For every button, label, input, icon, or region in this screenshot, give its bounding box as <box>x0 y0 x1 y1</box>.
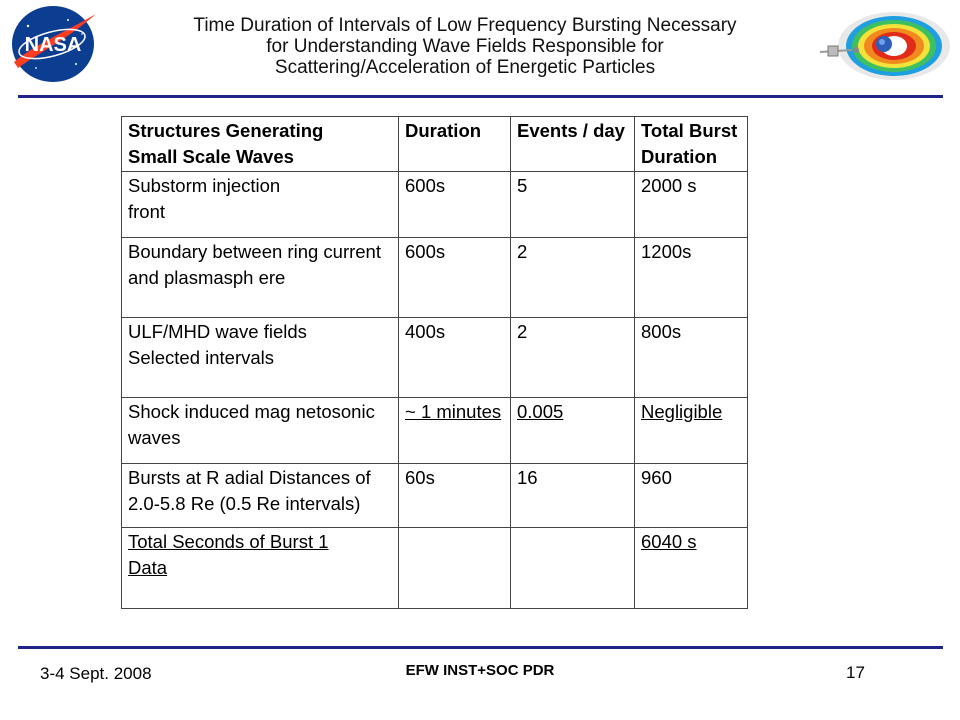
table-cell: Negligible <box>635 398 748 464</box>
column-header-events-per-day: Events / day <box>511 117 635 172</box>
table-row <box>122 318 748 398</box>
table-cell: 6040 s <box>635 528 748 609</box>
table-cell: 5 <box>511 172 635 238</box>
table-cell: ~ 1 minutes <box>399 398 511 464</box>
table-cell: 2 <box>511 238 635 318</box>
table-cell: 400s <box>399 318 511 398</box>
table-row <box>122 238 748 318</box>
table-cell: 60s <box>399 464 511 528</box>
table-cell: 960 <box>635 464 748 528</box>
table-row <box>122 528 748 609</box>
page-title <box>140 15 790 78</box>
table-cell: 600s <box>399 172 511 238</box>
page-number: 17 <box>846 663 865 682</box>
table-cell: 2 <box>511 318 635 398</box>
column-header-structures: Structures Generating Small Scale Waves <box>122 117 399 172</box>
footer-event-name: EFW INST+SOC PDR <box>405 662 555 679</box>
table-row <box>122 172 748 238</box>
table-cell: 600s <box>399 238 511 318</box>
table-cell: Boundary between ring current and plasmasph ere <box>122 238 399 318</box>
radiation-belt-emblem <box>812 6 952 84</box>
table-cell: 1200s <box>635 238 748 318</box>
title-line-3: Scattering/Acceleration of Energetic Particles <box>274 57 656 78</box>
table-cell <box>399 528 511 609</box>
table-row <box>122 464 748 528</box>
table-cell: ULF/MHD wave fields Selected intervals <box>122 318 399 398</box>
footer-divider <box>18 646 943 649</box>
table-row <box>122 398 748 464</box>
column-header-total-burst-duration: Total Burst Duration <box>635 117 748 172</box>
table-cell: 16 <box>511 464 635 528</box>
table-cell: Bursts at R adial Distances of 2.0-5.8 Re (0.5 Re intervals) <box>122 464 399 528</box>
header-divider <box>18 95 943 98</box>
table-cell: Shock induced mag netosonic waves <box>122 398 399 464</box>
table-cell: 800s <box>635 318 748 398</box>
title-line-1: Time Duration of Intervals of Low Frequency Bursting Necessary <box>193 15 737 36</box>
table-cell: Substorm injection front <box>122 172 399 238</box>
table-cell: 0.005 <box>511 398 635 464</box>
table-cell: 2000 s <box>635 172 748 238</box>
table-cell <box>511 528 635 609</box>
footer-date: 3-4 Sept. 2008 <box>40 664 152 683</box>
table-cell: Total Seconds of Burst 1 Data <box>122 528 399 609</box>
nasa-logo <box>6 4 100 84</box>
column-header-duration: Duration <box>399 117 511 172</box>
svg-text:NASA: NASA <box>24 34 82 56</box>
burst-duration-table <box>121 116 748 609</box>
title-line-2: for Understanding Wave Fields Responsible for <box>266 36 664 57</box>
table-header-row <box>122 117 748 172</box>
